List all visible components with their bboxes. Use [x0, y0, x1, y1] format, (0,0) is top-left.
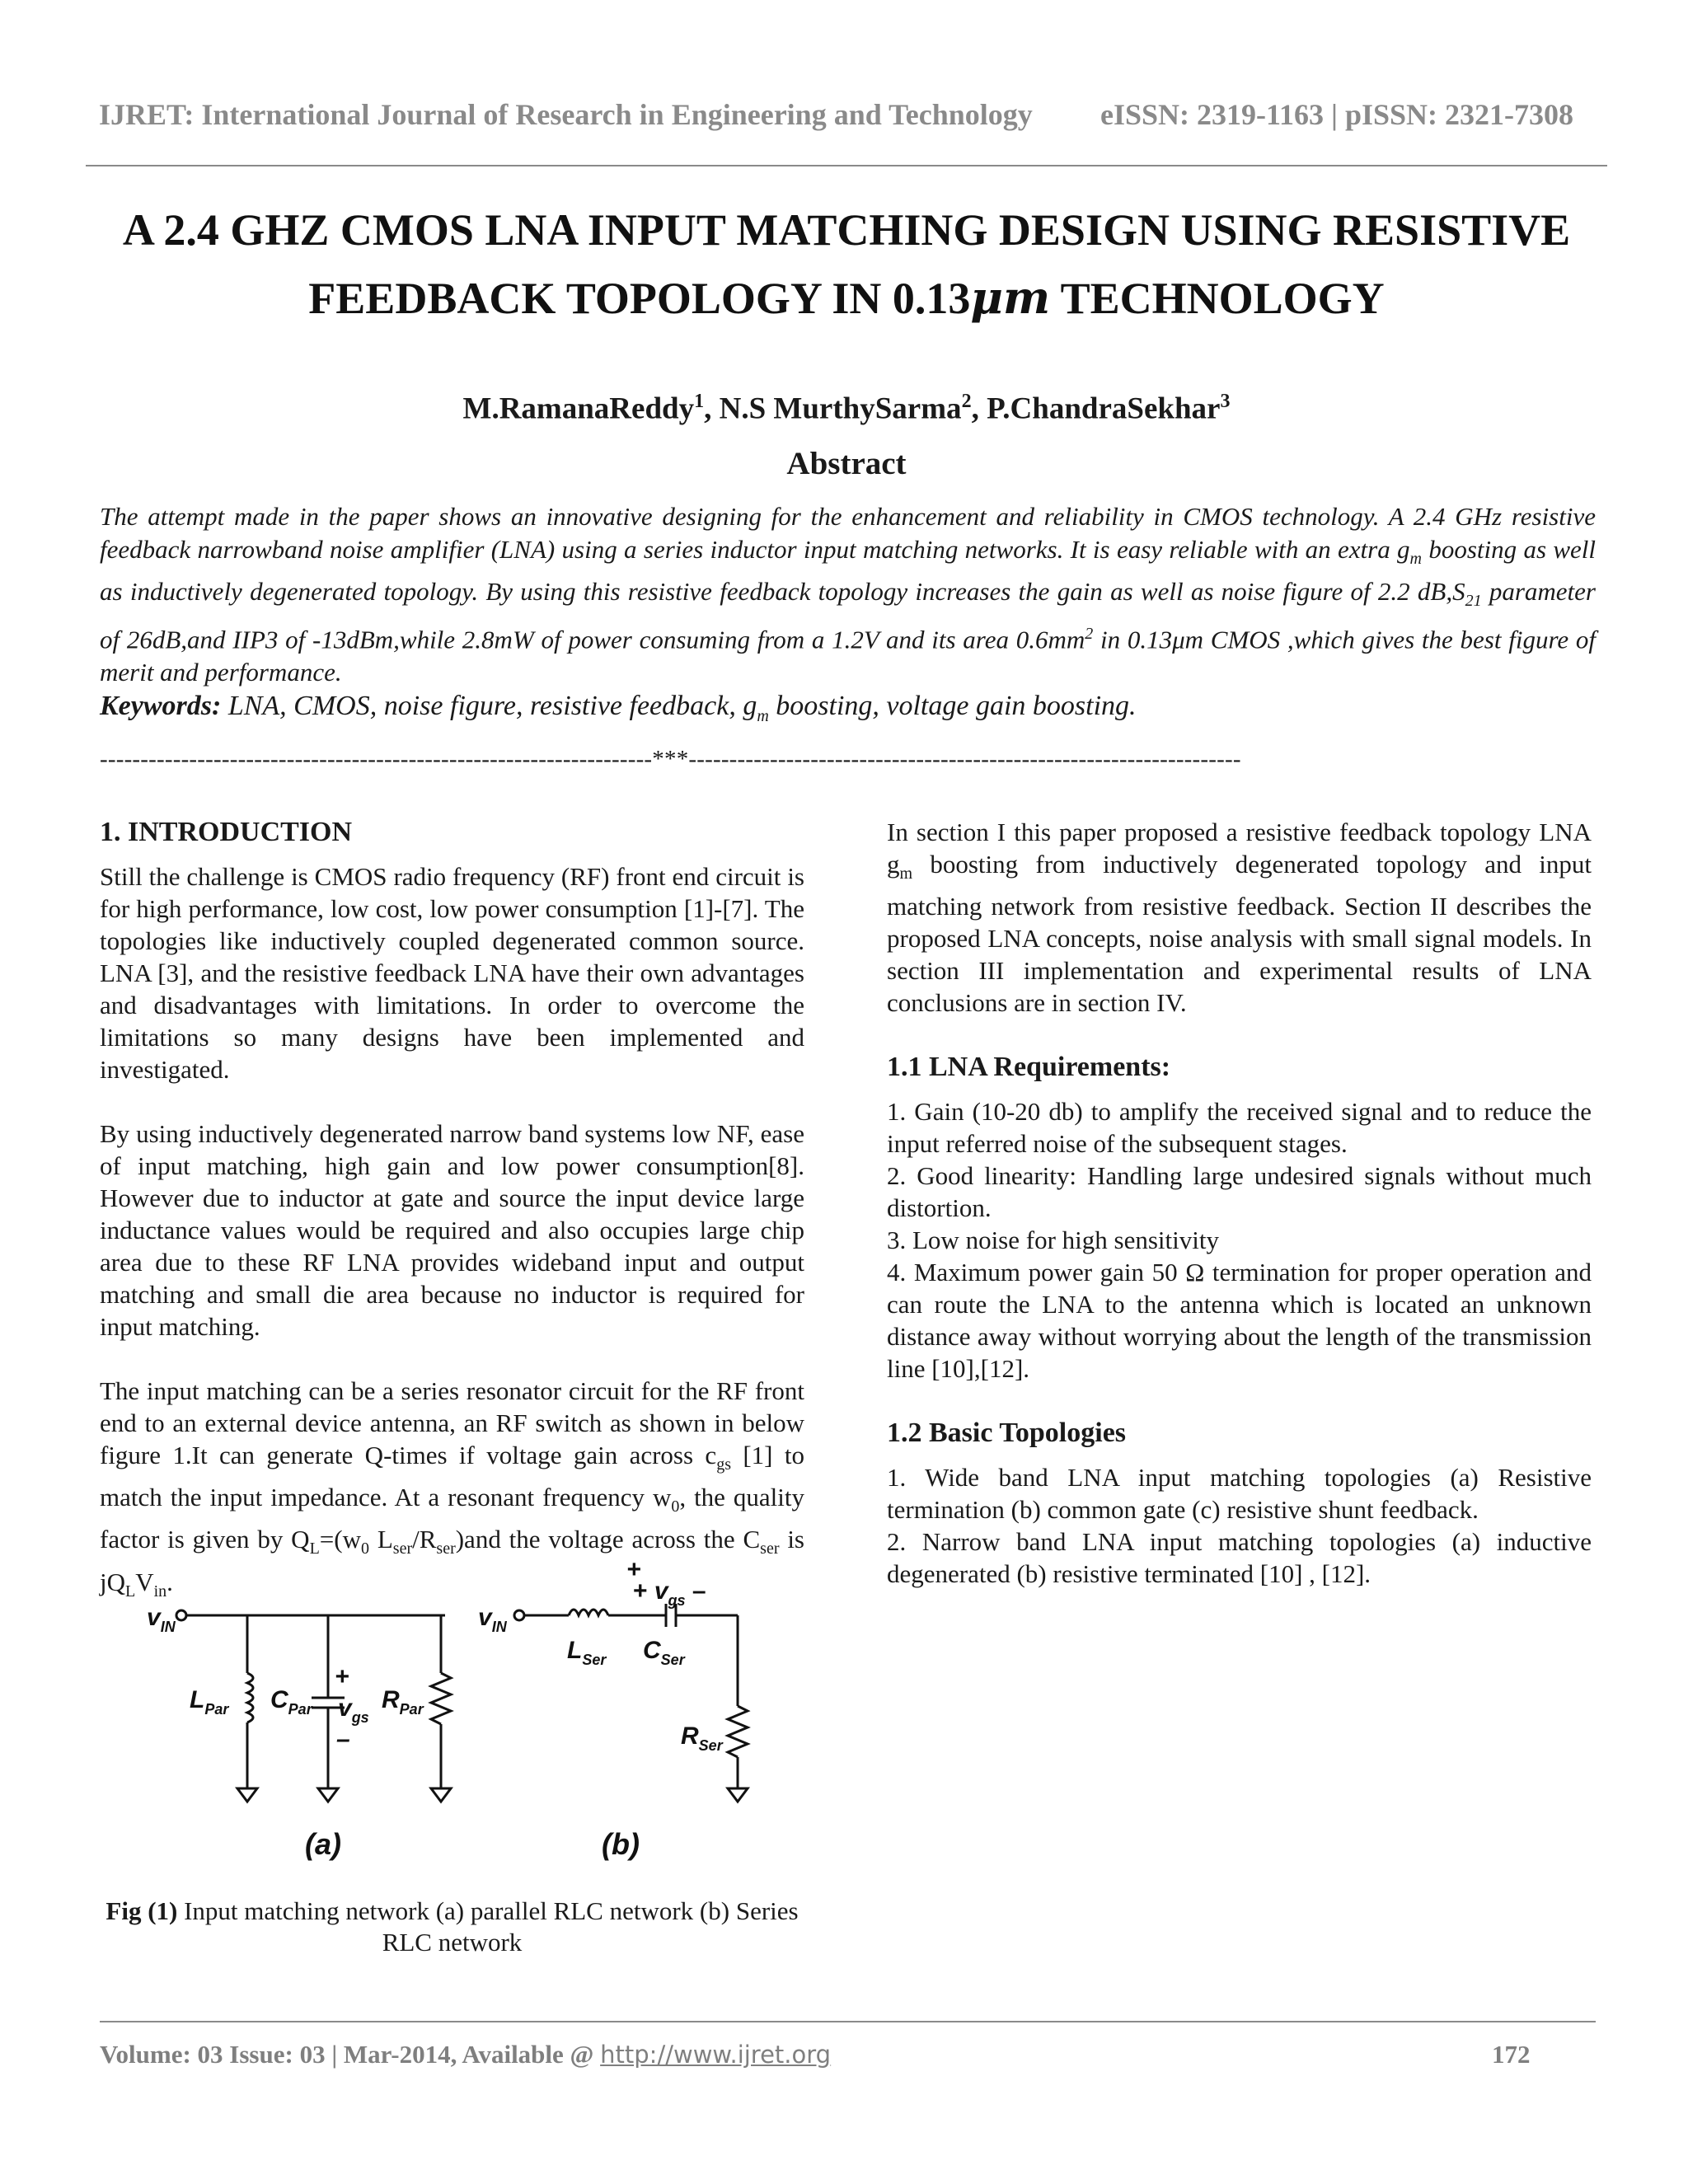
- vin-terminal-a: [176, 1610, 186, 1620]
- vin-label-b: $v_{IN}$: [478, 1604, 507, 1635]
- ground-2: [318, 1788, 338, 1802]
- right-paragraph-1: In section I this paper proposed a resistive feedback topology LNA $g_m$ boosting from inductively degenerated topology and input matching network from resistive feedback. Section II describes the proposed LNA concepts, noise analysis with small signal models. In section III implementation and experimental results of LNA conclusions are in section IV.: [887, 818, 1592, 1018]
- author-2: N.S MurthySarma: [719, 391, 962, 426]
- page-number: 172: [1492, 2040, 1531, 2069]
- requirements-list: [887, 1095, 1592, 1385]
- list-item: 3. Low noise for high sensitivity: [887, 1226, 1219, 1255]
- intro-paragraph-1: Still the challenge is CMOS radio frequency (RF) front end circuit is for high performance, low cost, low power consumption [1]-[7]. The topologies like inductively coupled degenerated common source. LNA [3], and the resistive feedback LNA have their own advantages and disadvantages with limitations. In order to overcome the limitations so many designs have been implemented and investigated.: [100, 862, 804, 1084]
- abstract-text: The attempt made in the paper shows an innovative designing for the enhancement and reliability in CMOS technology. A 2.4 GHz resistive feedback narrowband noise amplifier (LNA) using a series inductor input matching networks. It is easy reliable with an extra $g_m$ boosting as well as inductively degenerated topology. By using this resistive feedback topology increases the gain as well as noise figure of 2.2 $dB,S_{21}$ parameter of 26dB,and IIP3 of -13dBm,while 2.8mW of power consuming from a 1.2V and its area $0.6mm^2$ in 0.13μm CMOS ,which gives the best figure of merit and performance.: [100, 502, 1596, 687]
- intro-paragraph-3: The input matching can be a series resonator circuit for the RF front end to an external device antenna, an RF switch as shown in below figure 1.It can generate Q-times if voltage gain across $c_{gs}$ [1] to match the input impedance. At a resonant frequency $w_0$, the quality factor is given by $Q_L=(w_0$ $L_{ser}/R_{ser})and$ the voltage across the $C_{ser}$ is $jQ_LV_{in}$.: [100, 1376, 805, 1601]
- keywords: Keywords: LNA, CMOS, noise figure, resistive feedback, $g_m$ boosting, voltage gain boosting.: [100, 691, 1137, 725]
- list-item: 1. Gain (10-20 db) to amplify the received signal and to reduce the input referred noise of the subsequent stages.: [887, 1097, 1592, 1159]
- footer: [100, 2040, 1550, 2069]
- section-separator: --------------------------------------------------------------------***--------------------------------------------------------------------: [100, 746, 1241, 772]
- journal-link[interactable]: http://www.ijret.org: [600, 2041, 832, 2069]
- plus-sign-b: +: [626, 1556, 641, 1583]
- subfigure-label-b: (b): [602, 1827, 640, 1861]
- rpar-label: $R_{Par}$: [382, 1686, 424, 1718]
- inductor-lpar: [247, 1673, 253, 1722]
- authors: M.RamanaReddy$^1$, N.S MurthySarma$^2$, P.ChandraSekhar$^3$: [462, 391, 1231, 426]
- intro-heading: 1. INTRODUCTION: [100, 817, 353, 847]
- abstract-heading: Abstract: [786, 446, 907, 481]
- list-item: 1. Wide band LNA input matching topologies (a) Resistive termination (b) common gate (c) resistive shunt feedback.: [887, 1463, 1592, 1525]
- footer-volume: Volume: 03 Issue: 03 | Mar-2014, Available @: [100, 2040, 601, 2069]
- plus-sign-a: +: [335, 1663, 349, 1690]
- list-item: 2. Narrow band LNA input matching topologies (a) inductive degenerated (b) resistive terminated [10] , [12].: [887, 1527, 1592, 1589]
- vin-terminal-b: [514, 1610, 524, 1620]
- topologies-heading: 1.2 Basic Topologies: [887, 1418, 1127, 1449]
- figure-caption-label: Fig (1): [106, 1896, 178, 1925]
- list-item: 4. Maximum power gain 50 Ω termination for proper operation and can route the LNA to the antenna which is located an unknown distance away without worrying about the length of the transmission line [10],[12].: [887, 1258, 1592, 1384]
- author-1: M.RamanaReddy: [462, 391, 695, 426]
- title-line-1: A 2.4 GHZ CMOS LNA INPUT MATCHING DESIGN USING RESISTIVE: [122, 205, 1571, 255]
- keywords-label: Keywords:: [100, 691, 222, 721]
- requirements-heading: 1.1 LNA Requirements:: [887, 1052, 1171, 1083]
- right-column: [887, 816, 1592, 1590]
- cpar-label: $C_{Par}$: [270, 1686, 312, 1718]
- lpar-label: $L_{Par}$: [190, 1686, 229, 1718]
- resistor-rpar: [431, 1673, 451, 1724]
- topologies-list: [887, 1461, 1592, 1590]
- ground-4: [728, 1788, 748, 1802]
- list-item: 2. Good linearity: Handling large undesired signals without much distortion.: [887, 1161, 1592, 1223]
- minus-sign-a: –: [336, 1726, 350, 1753]
- author-3: P.ChandraSekhar: [987, 391, 1221, 426]
- vin-label-a: $v_{IN}$: [147, 1604, 176, 1635]
- subfigure-label-a: (a): [305, 1827, 341, 1861]
- title-line-2: FEEDBACK TOPOLOGY IN 0.13μm TECHNOLOGY: [308, 271, 1385, 324]
- issn: eISSN: 2319-1163 | pISSN: 2321-7308: [1100, 98, 1573, 131]
- vgs-label-b: + $v_{gs}$ –: [633, 1577, 706, 1609]
- resistor-rser: [728, 1706, 748, 1757]
- figure-caption: Fig (1) Input matching network (a) parallel RLC network (b) Series RLC network: [106, 1896, 799, 1957]
- intro-paragraph-2: By using inductively degenerated narrow band systems low NF, ease of input matching, high gain and low power consumption[8]. However due to inductor at gate and source the input device large inductance values would be required and also occupies large chip area due to these RF LNA provides wideband input and output matching and small die area because no inductor is required for input matching.: [100, 1119, 804, 1341]
- circuit-figure: [140, 1556, 783, 1879]
- cser-label: $C_{Ser}$: [643, 1637, 685, 1668]
- paper-title: [86, 196, 1607, 332]
- journal-name: IJRET: International Journal of Research in Engineering and Technology: [99, 98, 1033, 131]
- running-header: [99, 97, 1599, 132]
- lser-label: $L_{Ser}$: [567, 1637, 607, 1668]
- rser-label: $R_{Ser}$: [681, 1722, 723, 1754]
- vgs-label-a: $v_{gs}$: [338, 1694, 369, 1726]
- header-rule: [86, 165, 1607, 166]
- ground-1: [237, 1788, 257, 1802]
- left-column: [100, 816, 804, 1640]
- ground-3: [431, 1788, 451, 1802]
- footer-rule: [100, 2021, 1596, 2022]
- inductor-lser: [569, 1610, 608, 1615]
